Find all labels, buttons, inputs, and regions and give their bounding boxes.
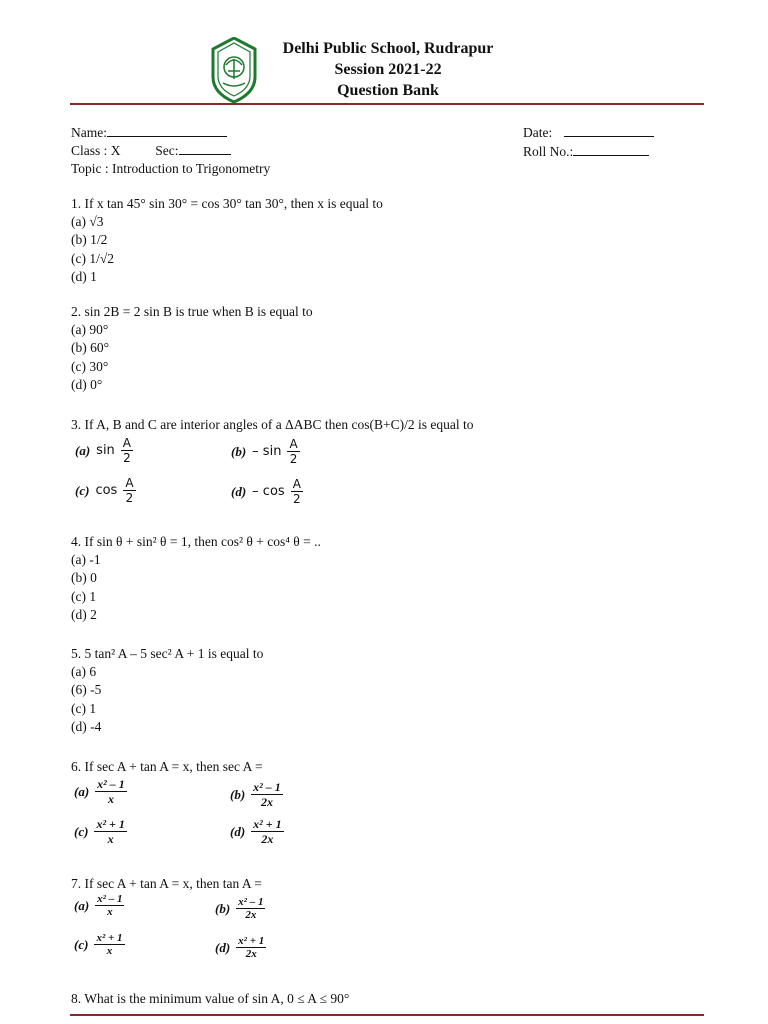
- option: (a) √3: [71, 214, 104, 230]
- option: (b) 60°: [71, 340, 110, 356]
- option-label: (b): [230, 786, 246, 802]
- option-6b: [230, 780, 283, 809]
- option-func: cos: [95, 483, 118, 498]
- class-sec-field: [71, 142, 231, 160]
- school-header: [268, 38, 508, 101]
- numerator: A: [292, 477, 301, 491]
- doc-type: Question Bank: [337, 82, 439, 99]
- option-label: (c): [74, 936, 89, 952]
- numerator: x² – 1: [253, 780, 281, 794]
- fraction: [95, 893, 124, 918]
- question-1: [71, 195, 383, 286]
- option-func: – cos: [252, 484, 285, 499]
- fraction: [251, 817, 283, 846]
- fraction: [95, 777, 127, 806]
- footer-divider: [70, 1014, 704, 1016]
- fraction: [123, 476, 135, 505]
- question-3: [71, 416, 473, 434]
- option-3d: [231, 477, 303, 506]
- fraction: [287, 437, 299, 466]
- option-7a: [74, 893, 124, 918]
- option: (a) -1: [71, 552, 101, 568]
- question-8: [71, 990, 349, 1008]
- option-3b: [231, 437, 300, 466]
- denominator: 2: [292, 492, 301, 506]
- denominator: 2x: [245, 948, 257, 960]
- date-label: Date:: [523, 125, 553, 140]
- roll-field: [523, 143, 649, 161]
- option: (b) 0: [71, 570, 97, 586]
- option: (d) 0°: [71, 376, 103, 392]
- question-7: [71, 875, 262, 893]
- option: (d) 2: [71, 606, 97, 622]
- option: (b) 1/2: [71, 232, 108, 248]
- denominator: 2: [123, 451, 131, 465]
- option-7b: [215, 896, 265, 921]
- topic-line: Topic : Introduction to Trigonometry: [71, 161, 271, 176]
- numerator: x² + 1: [96, 932, 123, 944]
- option-label: (c): [75, 482, 90, 498]
- denominator: x: [107, 832, 114, 846]
- question-5: [71, 645, 263, 736]
- numerator: A: [289, 437, 298, 451]
- option: (a) 90°: [71, 322, 109, 338]
- roll-label: Roll No.:: [523, 144, 574, 159]
- fraction: [121, 436, 133, 465]
- question-stem: 1. If x tan 45° sin 30° = cos 30° tan 30°, then x is equal to: [71, 196, 383, 211]
- option: (d) -4: [71, 718, 102, 734]
- option-label: (b): [231, 443, 247, 459]
- name-field: [71, 124, 227, 142]
- option: (c) 1/√2: [71, 250, 115, 266]
- numerator: x² + 1: [96, 817, 125, 831]
- option-label: (d): [230, 823, 246, 839]
- question-stem: 6. If sec A + tan A = x, then sec A =: [71, 759, 263, 774]
- option-label: (a): [74, 783, 90, 799]
- question-stem: 5. 5 tan² A – 5 sec² A + 1 is equal to: [71, 646, 264, 661]
- session: Session 2021-22: [334, 61, 442, 78]
- roll-blank: [573, 143, 649, 156]
- option-6a: [74, 777, 127, 806]
- numerator: x² – 1: [97, 777, 125, 791]
- fraction: [291, 477, 303, 506]
- date-blank: [564, 124, 654, 137]
- fraction: [94, 817, 126, 846]
- question-stem: 7. If sec A + tan A = x, then tan A =: [71, 876, 262, 891]
- name-label: Name:: [71, 125, 107, 140]
- denominator: 2x: [260, 795, 273, 809]
- question-stem: 8. What is the minimum value of sin A, 0 ≤ A ≤ 90°: [71, 991, 350, 1006]
- question-stem: 2. sin 2B = 2 sin B is true when B is equal to: [71, 304, 313, 319]
- option-7c: [74, 932, 125, 957]
- option: (c) 1: [71, 700, 97, 716]
- option-func: – sin: [252, 444, 282, 459]
- question-2: [71, 303, 313, 394]
- option-label: (a): [75, 442, 91, 458]
- option-label: (c): [74, 823, 89, 839]
- option: (a) 6: [71, 664, 97, 680]
- denominator: x: [107, 906, 113, 918]
- school-name: Delhi Public School, Rudrapur: [282, 40, 494, 57]
- option-6c: [74, 817, 127, 846]
- sec-blank: [179, 142, 231, 155]
- fraction: [94, 932, 124, 957]
- option: (d) 1: [71, 268, 97, 284]
- option-6d: [230, 817, 284, 846]
- numerator: x² – 1: [97, 893, 123, 905]
- numerator: x² – 1: [238, 896, 264, 908]
- header-divider: [70, 103, 704, 105]
- denominator: 2: [289, 452, 298, 466]
- question-6: [71, 758, 263, 776]
- numerator: x² + 1: [238, 935, 265, 947]
- denominator: x: [107, 792, 114, 806]
- denominator: 2x: [261, 832, 274, 846]
- fraction: [236, 935, 266, 960]
- class-label: Class : X: [71, 143, 121, 158]
- numerator: A: [122, 436, 132, 450]
- option-7d: [215, 935, 266, 960]
- option-func: sin: [96, 443, 115, 458]
- fraction: [251, 780, 283, 809]
- fraction: [236, 896, 265, 921]
- numerator: x² + 1: [253, 817, 282, 831]
- date-field: [523, 124, 654, 142]
- option: (c) 30°: [71, 358, 109, 374]
- question-4: [71, 533, 321, 624]
- option-label: (b): [215, 900, 231, 916]
- school-logo: [208, 37, 260, 103]
- name-blank: [107, 124, 227, 137]
- option-label: (d): [215, 939, 231, 955]
- option-3c: [75, 476, 136, 505]
- question-stem: 3. If A, B and C are interior angles of a ΔABC then cos(B+C)/2 is equal to: [71, 417, 474, 432]
- option-3a: [75, 436, 133, 465]
- option-label: (d): [231, 483, 247, 499]
- option: (c) 1: [71, 588, 97, 604]
- numerator: A: [125, 476, 134, 490]
- denominator: x: [106, 945, 113, 957]
- question-stem: 4. If sin θ + sin² θ = 1, then cos² θ + cos⁴ θ = ..: [71, 534, 321, 549]
- option-label: (a): [74, 897, 90, 913]
- denominator: 2: [125, 491, 134, 505]
- option: (6) -5: [71, 682, 102, 698]
- denominator: 2x: [245, 909, 257, 921]
- sec-label: Sec:: [155, 143, 179, 158]
